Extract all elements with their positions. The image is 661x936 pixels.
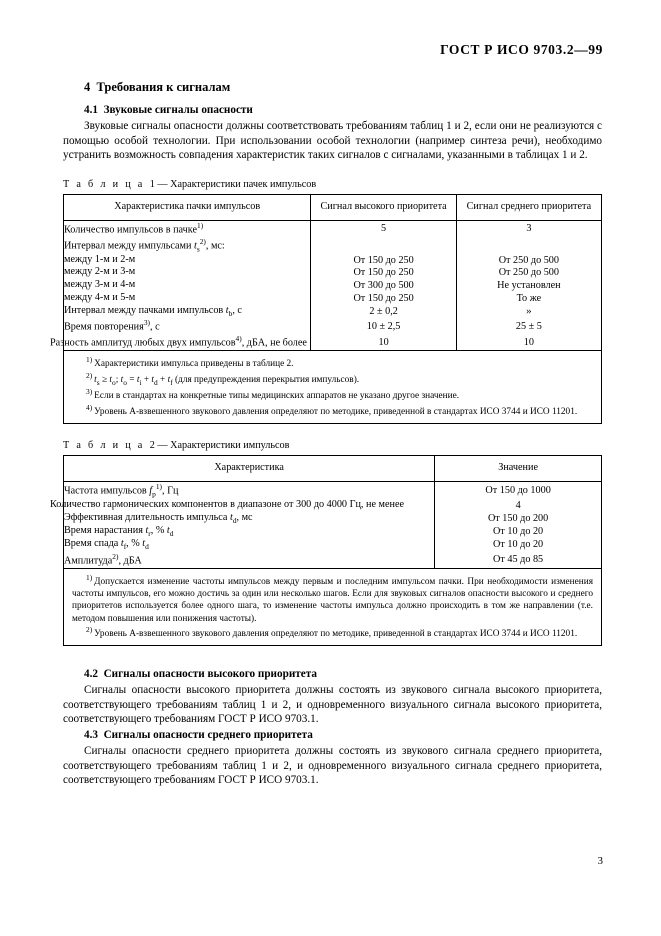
table-1-row-4-medium: Не установлен bbox=[456, 279, 601, 292]
table-row bbox=[64, 482, 602, 499]
table-1-caption-number: 1 bbox=[149, 178, 155, 190]
table-1-row-8-high: 10 bbox=[311, 334, 456, 351]
table-row bbox=[64, 266, 602, 279]
table-1-row-7-label: Время повторения$^{3)}$, с bbox=[64, 318, 311, 334]
table-2-caption bbox=[63, 440, 602, 451]
table-1-footnote-2: $^{2)}$ $t_s \ge t_o$; $t_o = t_i + t_d + t_f$ (для предупреждения перекрытия импульсов). bbox=[86, 370, 360, 387]
table-1-row-2-high: От 150 до 250 bbox=[311, 254, 456, 267]
table-1-row-6-medium: » bbox=[456, 305, 601, 318]
table-1-row-0-high: 5 bbox=[311, 220, 456, 237]
section-41-heading bbox=[63, 104, 602, 116]
page-content bbox=[50, 80, 602, 790]
table-row bbox=[64, 512, 602, 525]
section-42-paragraph: Сигналы опасности высокого приоритета должны состоять из звукового сигнала высокого приоритета, соответствующего требованиям таблиц 1 и 2, и одновременного визуального сигнала высокого приоритета, соответствующего требованиям ГОСТ Р ИСО 9703.1. bbox=[63, 684, 602, 726]
table-1-row-0-label: Количество импульсов в пачке$^{1)}$ bbox=[64, 220, 311, 237]
table-1-footnote-3: $^{3)}$ Если в стандартах на конкретные типы медицинских аппаратов не указано другое значение. bbox=[86, 387, 460, 402]
table-1-footnote-4: $^{4)}$ Уровень А-взвешенного звукового давления определяют по методике, приведенной в стандартах ИСО 3744 и ИСО 11201. bbox=[86, 402, 578, 417]
table-2-footnotes bbox=[64, 568, 602, 646]
table-2-col-value: Значение bbox=[435, 456, 602, 482]
section-41-paragraph: Звуковые сигналы опасности должны соответствовать требованиям таблиц 1 и 2, если они не реализуются с помощью особой технологии. При использовании особой технологии (например синтеза речи), необходимо устранить возможность совпадения характеристик таких сигналов с сигналами, указанными в таблицах 1 и 2. bbox=[63, 120, 602, 162]
table-row bbox=[64, 538, 602, 551]
table-2-row-0-value: От 150 до 1000 bbox=[435, 482, 602, 499]
table-1-footnotes-row bbox=[64, 351, 602, 424]
table-row bbox=[64, 292, 602, 305]
table-1-col-medium-priority: Сигнал среднего приоритета bbox=[456, 194, 601, 220]
table-1-row-5-high: От 150 до 250 bbox=[311, 292, 456, 305]
table-2-row-2-label: Эффективная длительность импульса $t_d$, мс bbox=[64, 512, 435, 525]
table-1-row-4-label: между 3-м и 4-м bbox=[64, 279, 311, 292]
section-42-title: Сигналы опасности высокого приоритета bbox=[103, 668, 317, 681]
table-1-row-5-label: между 4-м и 5-м bbox=[64, 292, 311, 305]
table-2-row-5-value: От 45 до 85 bbox=[435, 552, 602, 569]
table-2-caption-title: — Характеристики импульсов bbox=[157, 440, 290, 452]
table-2-row-3-label: Время нарастания $t_r$, % $t_d$ bbox=[64, 525, 435, 538]
table-1-row-5-medium: То же bbox=[456, 292, 601, 305]
table-1-row-3-high: От 150 до 250 bbox=[311, 266, 456, 279]
table-1 bbox=[50, 194, 602, 424]
table-1-col-characteristic: Характеристика пачки импульсов bbox=[64, 194, 311, 220]
table-2-row-2-value: От 150 до 200 bbox=[435, 512, 602, 525]
section-4-title: Требования к сигналам bbox=[96, 80, 231, 94]
page-number: 3 bbox=[597, 855, 603, 867]
table-row bbox=[64, 237, 602, 254]
table-2-header-row bbox=[64, 456, 602, 482]
table-1-row-1-medium bbox=[456, 237, 601, 254]
table-2-col-characteristic: Характеристика bbox=[64, 456, 435, 482]
section-42-number: 4.2 bbox=[84, 668, 98, 681]
table-row bbox=[64, 220, 602, 237]
table-1-row-0-medium: 3 bbox=[456, 220, 601, 237]
table-1-row-8-label: Разность амплитуд любых двух импульсов$^{4)}$, дБА, не более bbox=[64, 334, 311, 351]
table-row bbox=[64, 279, 602, 292]
section-4-number: 4 bbox=[84, 80, 91, 94]
section-43-title: Сигналы опасности среднего приоритета bbox=[103, 728, 313, 741]
table-2-row-0-label: Частота импульсов $f_p^{1)}$, Гц bbox=[64, 482, 435, 499]
closing-sections bbox=[63, 668, 602, 787]
section-41-title: Звуковые сигналы опасности bbox=[103, 104, 253, 116]
table-1-row-6-label: Интервал между пачками импульсов $t_b$, с bbox=[64, 305, 311, 318]
table-2-caption-label: Т а б л и ц а bbox=[63, 440, 145, 452]
table-2-row-3-value: От 10 до 20 bbox=[435, 525, 602, 538]
table-1-row-3-label: между 2-м и 3-м bbox=[64, 266, 311, 279]
table-1-caption bbox=[63, 179, 602, 190]
table-row bbox=[64, 305, 602, 318]
table-1-caption-label: Т а б л и ц а bbox=[63, 178, 145, 190]
table-1-row-8-medium: 10 bbox=[456, 334, 601, 351]
section-43-heading bbox=[63, 729, 602, 741]
document-header: ГОСТ Р ИСО 9703.2—99 bbox=[440, 42, 603, 57]
section-43-paragraph: Сигналы опасности среднего приоритета должны состоять из звукового сигнала среднего приоритета, соответствующего требованиям таблиц 1 и 2, и одновременного визуального сигнала среднего приоритета, соответствующего требованиям ГОСТ Р ИСО 9703.1. bbox=[63, 744, 602, 787]
section-41-number: 4.1 bbox=[84, 104, 98, 116]
table-2-footnote-2: $^{2)}$ Уровень А-взвешенного звукового давления определяют по методике, приведенной в стандартах ИСО 3744 и ИСО 11201. bbox=[86, 624, 578, 639]
table-1-row-2-medium: От 250 до 500 bbox=[456, 254, 601, 267]
table-1-header-row bbox=[64, 194, 602, 220]
table-1-row-7-medium: 25 ± 5 bbox=[456, 318, 601, 334]
table-2-row-4-value: От 10 до 20 bbox=[435, 538, 602, 551]
section-42-heading bbox=[63, 668, 602, 680]
table-1-row-3-medium: От 250 до 500 bbox=[456, 266, 601, 279]
table-1-footnote-1: $^{1)}$ Характеристики импульса приведены в таблице 2. bbox=[86, 355, 294, 370]
table-1-footnotes bbox=[64, 351, 602, 424]
table-2-row-5-label: Амплитуда$^{2)}$, дБА bbox=[64, 552, 435, 569]
table-2-row-1-value: 4 bbox=[435, 499, 602, 512]
table-2-footnote-1: $^{1)}$ Допускается изменение частоты импульсов между первым и последним импульсом пачки. При необходимости изменения частоты импульсов, его можно достичь за один или несколько шагов. Если для звуковых сигналов опасности высокого и среднего приоритетов используется более одного шага, то изменение частоты импульса должно происходить в том же направлении (т.е. методом повышения или понижения частоты). bbox=[72, 572, 593, 624]
table-row bbox=[64, 334, 602, 351]
section-4-heading bbox=[63, 80, 602, 95]
table-1-caption-title: — Характеристики пачек импульсов bbox=[157, 178, 317, 190]
table-2-row-4-label: Время спада $t_f$, % $t_d$ bbox=[64, 538, 435, 551]
table-1-row-6-high: 2 ± 0,2 bbox=[311, 305, 456, 318]
table-2-footnotes-row bbox=[64, 568, 602, 646]
table-row bbox=[64, 318, 602, 334]
table-row bbox=[64, 552, 602, 569]
table-2 bbox=[50, 455, 602, 646]
table-1-row-4-high: От 300 до 500 bbox=[311, 279, 456, 292]
section-43-number: 4.3 bbox=[84, 728, 98, 741]
table-row bbox=[64, 254, 602, 267]
table-2-row-1-label: Количество гармонических компонентов в диапазоне от 300 до 4000 Гц, не менее bbox=[64, 499, 435, 512]
table-row bbox=[64, 499, 602, 512]
table-1-col-high-priority: Сигнал высокого приоритета bbox=[311, 194, 456, 220]
table-1-row-7-high: 10 ± 2,5 bbox=[311, 318, 456, 334]
table-2-caption-number: 2 bbox=[149, 440, 155, 452]
table-1-row-1-label: Интервал между импульсами $t_s^{2)}$, мс: bbox=[64, 237, 311, 254]
table-row bbox=[64, 525, 602, 538]
table-1-row-1-high bbox=[311, 237, 456, 254]
table-1-row-2-label: между 1-м и 2-м bbox=[64, 254, 311, 267]
